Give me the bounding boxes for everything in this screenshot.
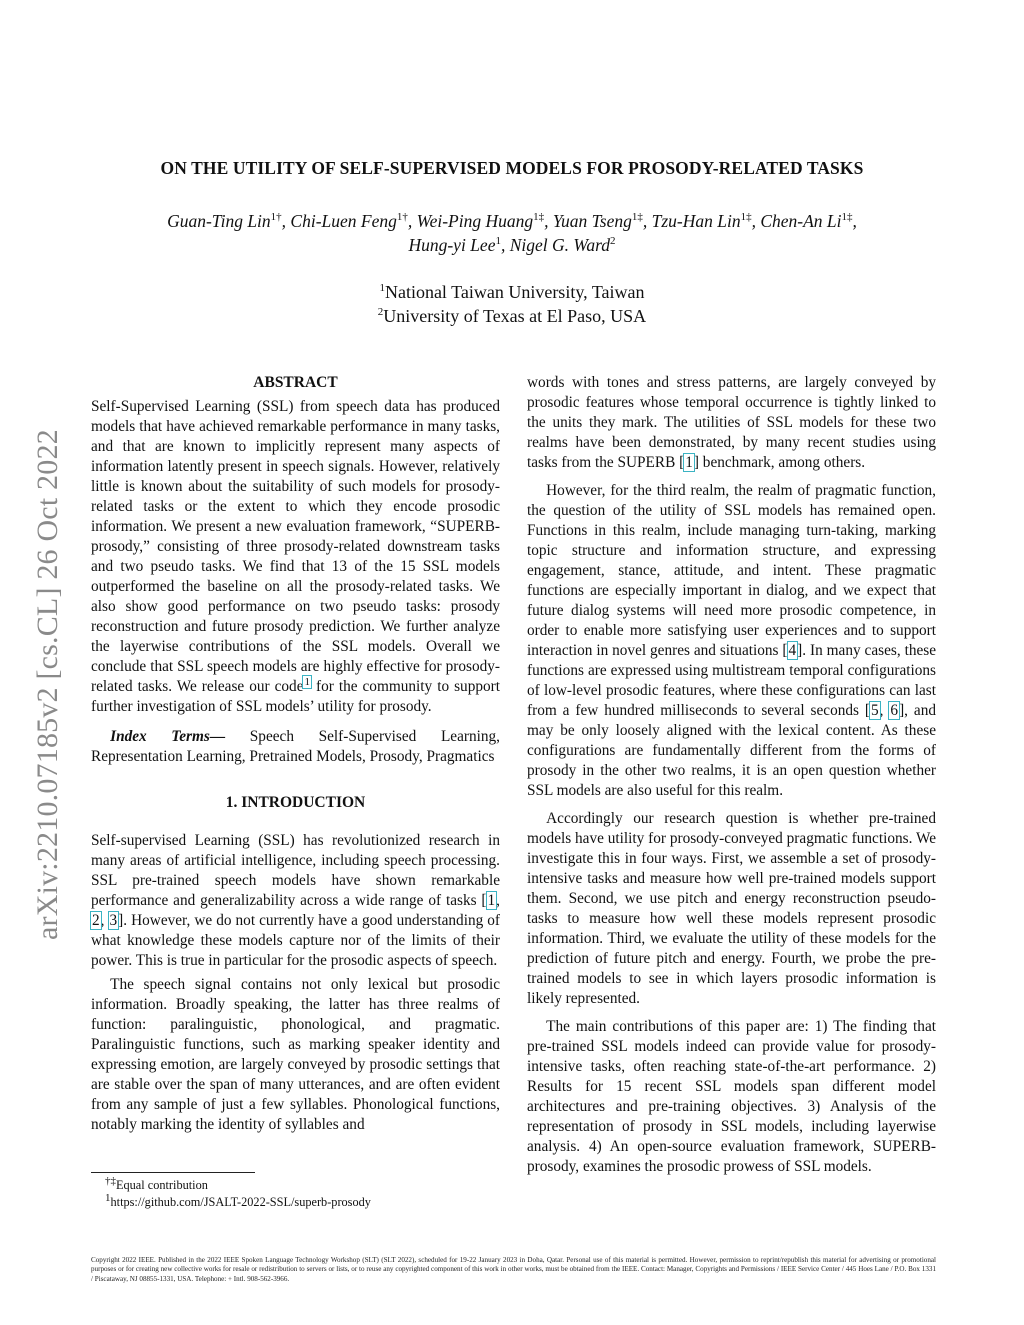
author: Tzu-Han Lin$^{1\ddagger}$, bbox=[651, 211, 756, 231]
copyright-notice: Copyright 2022 IEEE. Published in the 2022 IEEE Spoken Language Technology Workshop (SLT) (SLT 2022), scheduled for 19-22 January 2023 in Doha, Qatar. Personal use of this material is permitted. However, permission to reprint/republish this material for advertising or promotional purposes or for creating new collective works for resale or redistribution to servers or lists, or to reuse any copyrighted component of this work in other works, must be obtained from the IEEE. Contact: Manager, Copyrights and Permissions / IEEE Service Center / 445 Hoes Lane / P.O. Box 1331 / Piscataway, NJ 08855-1331, USA. Telephone: + Intl. 908-562-3966. bbox=[91, 1256, 936, 1283]
author: Wei-Ping Huang$^{1\ddagger}$, bbox=[416, 211, 549, 231]
citation-link[interactable]: 2 bbox=[92, 912, 100, 929]
footnote-rule bbox=[91, 1172, 255, 1173]
affiliation: $^1$National Taiwan University, Taiwan bbox=[379, 282, 645, 302]
abstract-text: Self-Supervised Learning (SSL) from speech data has produced models that have achieved remarkable performance in many tasks, and that are known to implicitly represent many aspects of information latently present in speech signals. However, relatively little is known about the suitability of such models for prosody-related tasks or the extent to which they encode prosodic information. We present a new evaluation framework, “SUPERB-prosody,” consisting of three prosody-related downstream tasks and two pseudo tasks. We find that 13 of the 15 SSL models outperformed the baseline on all the prosody-related tasks. We also show good performance on two pseudo tasks: prosody reconstruction and future prosody prediction. We further analyze the layerwise contributions of the SSL models. Overall we conclude that SSL speech models are highly effective for prosody-related tasks. We release our code$^1$ for the community to support further investigation of SSL models’ utility for prosody. bbox=[91, 398, 500, 715]
citation-link[interactable]: 1 bbox=[487, 892, 496, 909]
intro-paragraph: Accordingly our research question is whether pre-trained models have utility for prosody-conveyed pragmatic functions. We investigate this in four ways. First, we assemble a set of prosody-intensive tasks and measure how well pre-trained models support them. Second, we use pitch and energy reconstruction pseudo-tasks to measure how well these models represent prosodic information. Third, we evaluate the utility of these models for the prediction of future pitch and energy. Fourth, we probe the pre-trained models to see in which layers prosodic information is likely represented. bbox=[527, 810, 936, 1007]
abstract-heading: ABSTRACT bbox=[253, 374, 338, 391]
author: Yuan Tseng$^{1\ddagger}$, bbox=[552, 211, 648, 231]
author: Chen-An $Li^{1\ddagger}$, bbox=[760, 211, 857, 231]
footnote: $^1$https://github.com/JSALT-2022-SSL/superb-prosody bbox=[105, 1191, 371, 1209]
paper-title: ON THE UTILITY OF SELF-SUPERVISED MODELS FOR PROSODY-RELATED TASKS bbox=[160, 158, 864, 178]
author: Hung-yi Lee$^1$, bbox=[408, 235, 506, 255]
left-column bbox=[91, 373, 500, 1135]
affiliation: $^2$University of Texas at El Paso, USA bbox=[377, 306, 647, 326]
intro-paragraph: However, for the third realm, the realm of pragmatic function, the question of the utility of SSL models has remained open. Functions in this realm, include managing turn-taking, marking topic structure and information structure, and expressing engagement, stance, attitude, and intent. These pragmatic functions are especially important in dialog, and we expect that future dialog systems will need more prosodic competence, in order to enable more satisfying user experiences and to support interaction in novel genres and situations [4]. In many cases, these functions are expressed using multistream temporal configurations of low-level prosodic features, where these configurations can last from a few hundred milliseconds to several seconds [5, 6], and may be only loosely aligned with the lexical content. As these configurations are fundamentally different from the forms of prosody in the other two realms, it is an open question whether SSL models are also useful for this realm. bbox=[527, 482, 936, 799]
intro-heading: 1. INTRODUCTION bbox=[225, 794, 366, 811]
author: Guan-Ting Lin$^{1\dagger}$, bbox=[167, 211, 287, 231]
author: Nigel G. Ward$^2$ bbox=[509, 235, 616, 255]
intro-paragraph: The speech signal contains not only lexical but prosodic information. Broadly speaking, the latter has three realms of function: paralinguistic, phonological, and pragmatic. Paralinguistic functions, such as marking speaker identity and expressing emotion, are largely conveyed by prosodic settings that are stable over the span of many utterances, and are often evident from any sample of just a few syllables. Phonological functions, notably marking the identity of syllables and bbox=[91, 976, 500, 1133]
index-terms: Index Terms— Speech Self-Supervised Learning, Representation Learning, Pretrained Models, Prosody, Pragmatics bbox=[91, 728, 500, 765]
citation-link[interactable]: 6 bbox=[890, 702, 899, 719]
intro-paragraph: words with tones and stress patterns, are largely conveyed by prosodic features whose temporal occurrence is tightly linked to the units they mark. The utilities of SSL models for these two realms have been demonstrated, by many recent studies using tasks from the SUPERB [1] benchmark, among others. bbox=[527, 374, 936, 471]
citation-link[interactable]: 4 bbox=[788, 642, 797, 659]
arxiv-identifier: arXiv:2210.07185v2 [cs.CL] 26 Oct 2022 bbox=[31, 429, 64, 940]
citation-link[interactable]: 1 bbox=[685, 454, 693, 471]
right-column bbox=[527, 373, 936, 1177]
author: Chi-Luen Feng$^{1\dagger}$, bbox=[290, 211, 413, 231]
footnote-url[interactable]: https://github.com/JSALT-2022-SSL/superb-prosody bbox=[110, 1195, 371, 1209]
citation-link[interactable]: 5 bbox=[871, 702, 879, 719]
footnote-link[interactable]: 1 bbox=[304, 675, 310, 688]
citation-link[interactable]: 3 bbox=[109, 912, 118, 929]
intro-paragraph: The main contributions of this paper are: 1) The finding that pre-trained SSL models indeed can provide value for prosody-intensive tasks, often reaching state-of-the-art performance. 2) Results for 15 recent SSL models span different model architectures and pre-training objectives. 3) Analysis of the representation of prosody in SSL models, including layerwise analysis. 4) An open-source evaluation framework, SUPERB-prosody, examines the prosodic prowess of SSL models. bbox=[527, 1018, 936, 1175]
intro-paragraph: Self-supervised Learning (SSL) has revolutionized research in many areas of artificial intelligence, including speech processing. SSL pre-trained speech models have shown remarkable performance and generalizability across a wide range of tasks [1, 2, 3]. However, we do not currently have a good understanding of what knowledge these models capture nor of the limits of their power. This is true in particular for the prosodic aspects of speech. bbox=[91, 832, 500, 969]
author-list bbox=[100, 209, 924, 257]
footnote: †‡Equal contribution bbox=[105, 1174, 208, 1192]
